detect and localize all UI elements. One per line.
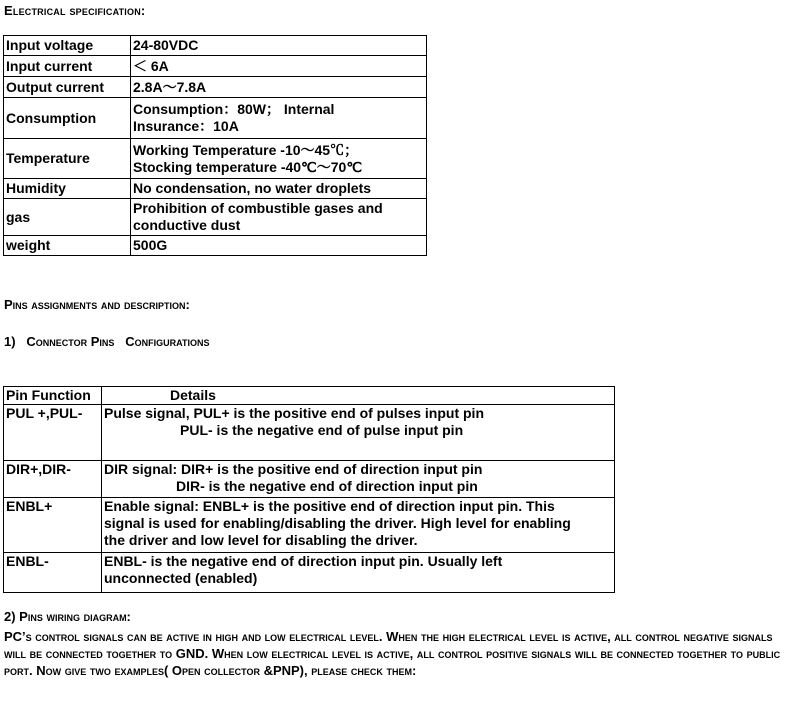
spec-value [131,199,427,236]
spec-value-line: 2.8A～7.8A [133,78,207,95]
pin-details-line: PUL- is the negative end of pulse input pin [180,422,464,438]
spec-value [131,36,427,56]
electrical-spec-table [3,35,427,256]
wiring-paragraph: PC’s control signals can be active in high and low electrical level. When the high electrical level is active, all control negative signals will be connected together to GND. When low electrical level is active, all control positive signals will be connected together to public port. Now give two examples( Open collector &PNP), please check them: [4,629,781,678]
pins-heading: Pins assignments and description: [4,297,190,312]
spec-label: gas [4,199,131,236]
pin-details-line: signal is used for enabling/disabling the driver. High level for enabling [104,515,571,531]
pin-details [102,405,615,461]
pin-function: ENBL- [4,553,102,593]
pin-details-line: DIR signal: DIR+ is the positive end of direction input pin [104,461,483,477]
spec-value [131,56,427,77]
table-row [4,179,427,199]
spec-value-line: Prohibition of combustible gases and [133,200,383,216]
spec-value-line: Consumption：80W； Internal [133,101,335,117]
spec-value [131,236,427,256]
spec-value-line: Working Temperature -10～45℃； [133,141,359,158]
spec-value-line: No condensation, no water droplets [133,180,372,196]
spec-value [131,98,427,139]
pin-details [102,461,615,498]
spec-label: Input current [4,56,131,77]
spec-value-line: 500G [133,237,168,253]
pin-header-function: Pin Function [4,387,102,405]
spec-value [131,77,427,98]
table-header-row [4,387,615,405]
wiring-heading: 2) Pins wiring diagram: [4,609,131,624]
spec-label: Output current [4,77,131,98]
pin-details [102,498,615,553]
spec-label: Temperature [4,139,131,179]
spec-value [131,139,427,179]
pin-details [102,553,615,593]
spec-label: Consumption [4,98,131,139]
table-row [4,236,427,256]
pin-details-line: Enable signal: ENBL+ is the positive end of direction input pin. This [104,498,555,514]
pin-function: ENBL+ [4,498,102,553]
pin-configuration-table [3,386,615,593]
spec-value [131,179,427,199]
table-row [4,461,615,498]
table-row [4,498,615,553]
table-row [4,36,427,56]
table-row [4,199,427,236]
spec-value-line: conductive dust [133,217,241,233]
pin-details-line: unconnected (enabled) [104,570,258,586]
pin-details-line: DIR- is the negative end of direction input pin [176,478,478,494]
table-row [4,98,427,139]
table-row [4,56,427,77]
pin-header-details: Details [102,387,615,405]
table-row [4,405,615,461]
electrical-spec-heading: Electrical specification: [4,3,146,18]
spec-label: weight [4,236,131,256]
pin-function: DIR+,DIR- [4,461,102,498]
spec-label: Humidity [4,179,131,199]
table-row [4,77,427,98]
pin-details-line: the driver and low level for disabling the driver. [104,532,418,548]
spec-value-line: 24-80VDC [133,37,199,53]
pin-function: PUL +,PUL- [4,405,102,461]
table-row [4,139,427,179]
spec-value-line: ＜ 6A [133,57,169,74]
spec-value-line: Stocking temperature -40℃～70℃ [133,158,363,175]
spec-value-line: Insurance：10A [133,118,239,134]
spec-label: Input voltage [4,36,131,56]
table-row [4,553,615,593]
pin-details-line: ENBL- is the negative end of direction input pin. Usually left [104,553,503,569]
pin-details-line: Pulse signal, PUL+ is the positive end of pulses input pin [104,405,485,421]
connector-heading: 1) Connector Pins Configurations [4,334,210,349]
